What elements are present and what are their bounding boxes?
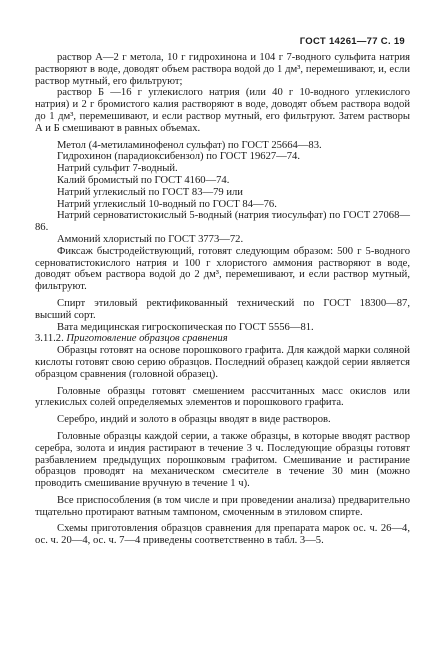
reagent-item: Спирт этиловый ректификованный технический по ГОСТ 18300—87, высший сорт.: [35, 297, 410, 321]
reagent-item: Натрий углекислый 10-водный по ГОСТ 84—76.: [57, 198, 277, 210]
section-paragraph: Все приспособления (в том числе и при проведении анализа) предварительно тщательно протирают ватным тампоном, смоченным в этиловом спирте.: [35, 494, 410, 518]
reagent-item: Метол (4-метиламинофенол сульфат) по ГОСТ 25664—83.: [57, 139, 322, 151]
reagent-item: Аммоний хлористый по ГОСТ 3773—72.: [57, 233, 244, 245]
section-title: Приготовление образцов сравнения: [66, 333, 228, 345]
section-paragraph: Головные образцы каждой серии, а также образцы, в которые вводят раствор серебра, золота и индия растирают в течение 3 ч. Последующие образцы готовят разбавлением предыдущих порошковым графитом. Смешивание и растирание образцов проводят на механическом смесителе в течение 30 мин (можно проводить смешивание вручную в течение 1 ч).: [35, 430, 410, 490]
reagent-item: Гидрохинон (парадиоксибензол) по ГОСТ 19627—74.: [57, 151, 300, 163]
section-heading: [35, 333, 410, 345]
section-number: 3.11.2.: [35, 333, 64, 345]
reagent-item: Вата медицинская гигроскопическая по ГОСТ 5556—81.: [57, 321, 314, 333]
reagent-item: Фиксаж быстродействующий, готовят следующим образом: 500 г 5-водного серноватистокислого натрия и 100 г хлористого аммония растворяют в воде, доводят объем раствора водой до 2 дм³, перемешивают, и если раствор мутный, фильтруют.: [35, 245, 410, 293]
reagent-item: Калий бромистый по ГОСТ 4160—74.: [57, 174, 230, 186]
section-paragraph: Образцы готовят на основе порошкового графита. Для каждой марки соляной кислоты готовят свою серию образцов. Последний образец каждой серии является образцом сравнения (головной образец).: [35, 345, 410, 380]
document-body: [35, 52, 410, 547]
reagent-list: [35, 140, 410, 334]
section-paragraph: Серебро, индий и золото в образцы вводят в виде растворов.: [57, 414, 331, 426]
solution-a-paragraph: раствор А—2 г метола, 10 г гидрохинона и 104 г 7-водного сульфита натрия растворяют в воде, доводят объем раствора водой до 1 дм³, перемешивают, и, если раствор мутный, его фильтруют;: [35, 52, 410, 87]
solution-b-paragraph: раствор Б —16 г углекислого натрия (или 40 г 10-водного углекислого натрия) и 2 г бромистого калия растворяют в воде, доводят объем раствора водой до 1 дм³, перемешивают, и если раствор мутный, его фильтруют. Затем растворы А и Б смешивают в равных объемах.: [35, 87, 410, 134]
reagent-item: Натрий углекислый по ГОСТ 83—79 или: [57, 186, 243, 198]
page-header: ГОСТ 14261—77 С. 19: [299, 36, 405, 47]
section-paragraph: Головные образцы готовят смешением рассчитанных масс окислов или углекислых солей определяемых элементов и порошкового графита.: [35, 385, 410, 409]
section-paragraph: Схемы приготовления образцов сравнения для препарата марок ос. ч. 26—4, ос. ч. 20—4, ос. ч. 7—4 приведены соответственно в табл. 3—5.: [35, 523, 410, 547]
reagent-item: Натрий сульфит 7-водный.: [57, 163, 178, 175]
reagent-item: Натрий серноватистокислый 5-водный (натрия тиосульфат) по ГОСТ 27068—86.: [35, 210, 410, 234]
